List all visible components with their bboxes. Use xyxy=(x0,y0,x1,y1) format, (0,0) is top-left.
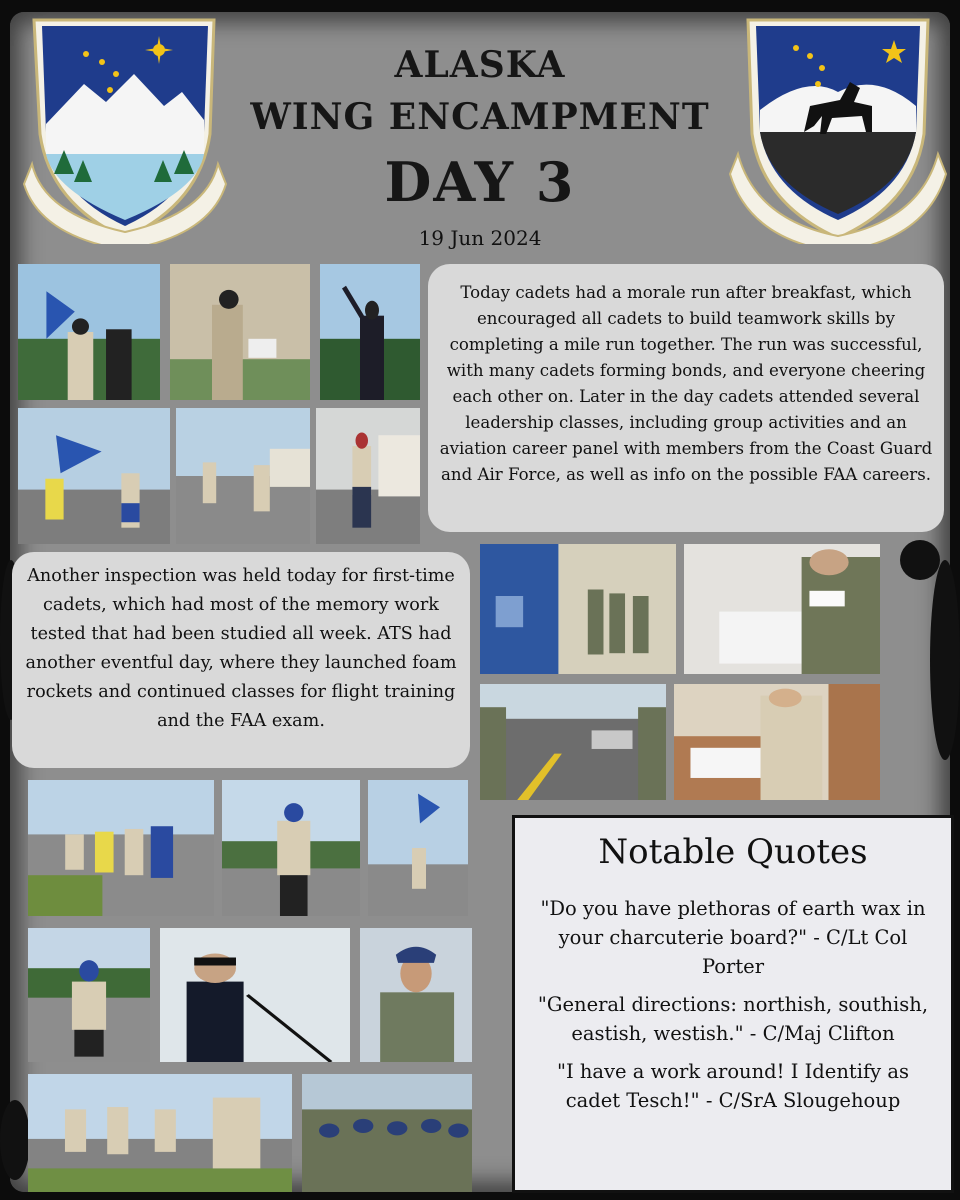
photo-cadet-running-female xyxy=(28,928,150,1062)
quote-item: "General directions: northish, southish, eastish, westish." - C/Maj Clifton xyxy=(537,993,929,1045)
alaska-wing-patch-icon xyxy=(14,14,236,244)
photo-runner-front xyxy=(222,780,360,916)
alaska-wing-emblem xyxy=(14,14,236,244)
photo-cadets-clipboard xyxy=(170,264,310,400)
header-date: 19 Jun 2024 xyxy=(418,226,542,250)
photo-group-run xyxy=(28,780,214,916)
grunge-edge xyxy=(930,560,960,760)
quotes-title: Notable Quotes xyxy=(598,832,868,872)
header-line-1: ALASKA xyxy=(394,44,566,86)
quote-item: "Do you have plethoras of earth wax in your charcuterie board?" - C/Lt Col Porter xyxy=(540,897,926,978)
header-day-title: DAY 3 xyxy=(384,150,576,214)
photo-making-bed xyxy=(674,684,880,800)
photo-bed-inspection xyxy=(684,544,880,674)
photo-seated-cadets xyxy=(302,1074,472,1192)
photo-flag-road xyxy=(368,780,468,916)
encampment-emblem xyxy=(726,14,950,244)
grunge-edge xyxy=(0,1100,30,1180)
photo-speaker-mic xyxy=(160,928,350,1062)
photo-flag-run xyxy=(18,408,170,544)
photo-pilot-speaker xyxy=(360,928,472,1062)
photo-runners-road xyxy=(176,408,310,544)
inspection-summary-text: Another inspection was held today for first-time cadets, which had most of the memory work tested that had been studied all week. ATS had another eventful day, where they launched foam rockets and continued classes for flight training and the FAA exam. xyxy=(12,552,470,768)
moose-patch-icon xyxy=(726,14,950,244)
header-line-2: WING ENCAMPMENT xyxy=(250,96,710,138)
grunge-edge xyxy=(900,540,940,580)
notable-quotes-box xyxy=(512,815,954,1193)
photo-running-group-track xyxy=(28,1074,292,1192)
photo-formation-lot xyxy=(480,684,666,800)
quote-item: "I have a work around! I Identify as cadet Tesch!" - C/SrA Slougehoup xyxy=(556,1060,910,1112)
photo-cadet-arms-raised xyxy=(320,264,420,400)
photo-hallway-inspection xyxy=(480,544,676,674)
photo-runner-building xyxy=(316,408,420,544)
photo-flag-bearer xyxy=(18,264,160,400)
daily-summary-text: Today cadets had a morale run after breakfast, which encouraged all cadets to build teamwork skills by completing a mile run together. The run was successful, with many cadets forming bonds, and everyone cheering each other on. Later in the day cadets attended several leadership classes, including group activities and an aviation career panel with members from the Coast Guard and Air Force, as well as info on the possible FAA careers. xyxy=(428,264,944,532)
